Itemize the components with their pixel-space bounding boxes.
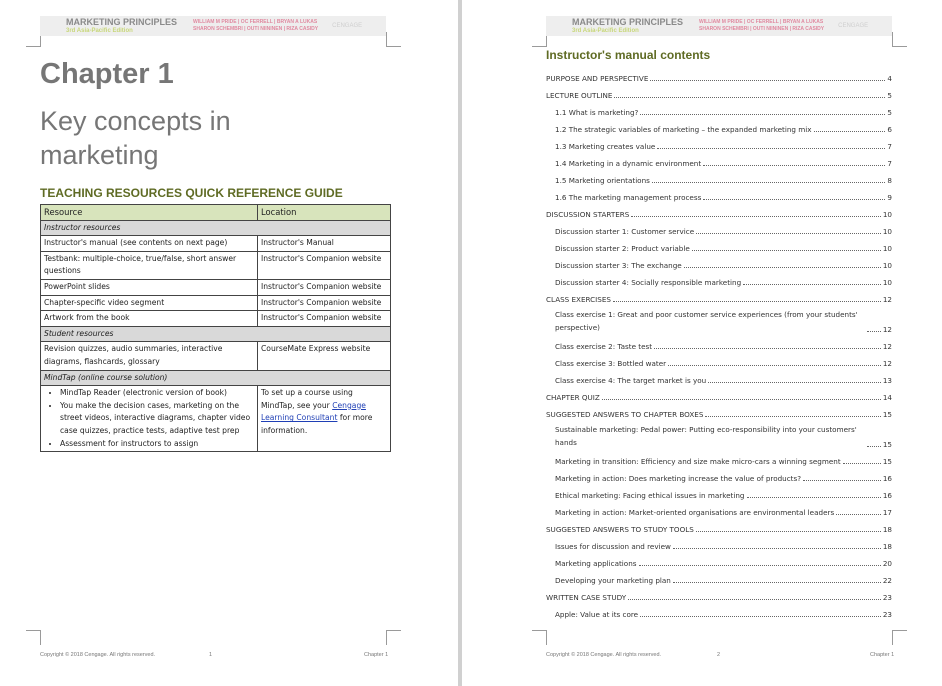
crop-mark xyxy=(892,32,907,47)
toc-page-number: 15 xyxy=(882,440,892,449)
toc-entry[interactable] xyxy=(546,602,892,619)
toc-leader-dots xyxy=(836,514,881,515)
location-cell[interactable]: Instructor's Companion website xyxy=(258,279,391,295)
toc-entry-text: DISCUSSION STARTERS xyxy=(546,210,630,219)
toc-entry[interactable] xyxy=(546,253,892,270)
toc-leader-dots xyxy=(703,165,885,166)
table-row xyxy=(41,342,391,370)
resource-cell[interactable]: PowerPoint slides xyxy=(41,279,258,295)
list-item[interactable]: • MindTap Reader (electronic version of book) xyxy=(60,387,254,400)
toc-entry[interactable] xyxy=(546,568,892,585)
toc-page-number: 12 xyxy=(882,325,892,334)
resource-cell xyxy=(41,386,258,452)
toc-page-number: 23 xyxy=(882,593,892,602)
mindtap-location-text[interactable]: To set up a course using MindTap, see your xyxy=(261,388,353,410)
cengage-consultant-link[interactable]: Cengage Learning Consultant xyxy=(261,400,366,423)
column-header-location[interactable]: Location xyxy=(258,205,391,221)
toc-leader-dots xyxy=(684,267,881,268)
publisher-logo: CENGAGE xyxy=(332,23,363,29)
toc-page-number: 10 xyxy=(882,261,892,270)
footer-copyright: Copyright © 2018 Cengage. All rights reserved. xyxy=(40,652,156,658)
toc-entry[interactable] xyxy=(546,534,892,551)
crop-mark xyxy=(532,32,547,47)
toc-page-number: 17 xyxy=(882,508,892,517)
toc-leader-dots xyxy=(696,233,881,234)
toc-leader-dots xyxy=(657,148,885,149)
table-group-row xyxy=(41,220,391,236)
toc-entry-text: Apple: Value at its core xyxy=(555,610,639,619)
toc-leader-dots xyxy=(602,399,881,400)
toc-leader-dots xyxy=(652,182,886,183)
toc-entry-text: Discussion starter 4: Socially responsible marketing xyxy=(555,278,742,287)
location-cell[interactable]: Instructor's Companion website xyxy=(258,251,391,279)
toc-page-number: 10 xyxy=(882,210,892,219)
location-cell[interactable]: Instructor's Companion website xyxy=(258,311,391,327)
toc-leader-dots xyxy=(673,548,881,549)
toc-page-number: 23 xyxy=(882,610,892,619)
publisher-logo: CENGAGE xyxy=(838,23,869,29)
toc-entry[interactable] xyxy=(546,334,892,351)
toc-page-number: 12 xyxy=(882,342,892,351)
toc-entry-text: Marketing in transition: Efficiency and size make micro-cars a winning segment xyxy=(555,457,841,466)
book-title: MARKETING PRINCIPLES xyxy=(66,17,178,27)
toc-entry-text: Discussion starter 2: Product variable xyxy=(555,244,690,253)
location-cell[interactable]: CourseMate Express website xyxy=(258,342,391,370)
toc-entry[interactable] xyxy=(546,304,892,334)
toc-entry-text: 1.4 Marketing in a dynamic environment xyxy=(555,159,702,168)
toc-entry[interactable] xyxy=(546,287,892,304)
toc-entry[interactable] xyxy=(546,419,892,449)
toc-entry-text: 1.5 Marketing orientations xyxy=(555,176,650,185)
toc-leader-dots xyxy=(743,284,881,285)
toc-page-number: 14 xyxy=(882,393,892,402)
resource-cell[interactable]: Instructor's manual (see contents on next page) xyxy=(41,236,258,252)
toc-entry[interactable] xyxy=(546,236,892,253)
toc-entry[interactable] xyxy=(546,168,892,185)
toc-entry-text: LECTURE OUTLINE xyxy=(546,91,613,100)
toc-entry[interactable] xyxy=(546,385,892,402)
list-item[interactable]: • Assessment for instructors to assign xyxy=(60,438,254,451)
toc-page-number: 5 xyxy=(887,108,892,117)
toc-entry[interactable] xyxy=(546,66,892,83)
group-mindtap[interactable]: MindTap (online course solution) xyxy=(41,370,391,386)
toc-entry-text: Class exercise 4: The target market is you xyxy=(555,376,707,385)
toc-page-number: 13 xyxy=(882,376,892,385)
resources-table xyxy=(40,204,391,452)
footer-chapter: Chapter 1 xyxy=(870,652,895,658)
toc-page-number: 12 xyxy=(882,295,892,304)
toc-leader-dots xyxy=(703,199,885,200)
toc-page-number: 7 xyxy=(887,159,892,168)
toc-entry-text: WRITTEN CASE STUDY xyxy=(546,593,627,602)
resource-cell[interactable]: Revision quizzes, audio summaries, interactive diagrams, flashcards, glossary xyxy=(41,342,258,370)
toc-heading[interactable]: Instructor's manual contents xyxy=(546,48,711,62)
crop-mark xyxy=(26,630,41,645)
toc-page-number: 18 xyxy=(882,525,892,534)
toc-entry-text: Discussion starter 1: Customer service xyxy=(555,227,695,236)
toc-entry[interactable] xyxy=(546,151,892,168)
toc-page-number: 7 xyxy=(887,142,892,151)
location-cell[interactable]: Instructor's Manual xyxy=(258,236,391,252)
toc-entry[interactable] xyxy=(546,351,892,368)
toc-leader-dots xyxy=(867,446,881,447)
toc-entry[interactable] xyxy=(546,100,892,117)
toc-page-number: 16 xyxy=(882,474,892,483)
toc-entry-text: Ethical marketing: Facing ethical issues in marketing xyxy=(555,491,745,500)
table-header-row xyxy=(41,205,391,221)
toc-page-number: 16 xyxy=(882,491,892,500)
location-cell xyxy=(258,386,391,452)
toc-page-number: 5 xyxy=(887,91,892,100)
toc-page-number: 9 xyxy=(887,193,892,202)
toc-entry[interactable] xyxy=(546,500,892,517)
toc-page-number: 12 xyxy=(882,359,892,368)
book-edition: 3rd Asia-Pacific Edition xyxy=(572,28,639,34)
table-group-row xyxy=(41,370,391,386)
toc-entry-text: Class exercise 1: Great and poor customer service experiences (from your students' perspective) xyxy=(555,310,858,332)
toc-entry-text: CHAPTER QUIZ xyxy=(546,393,600,402)
book-authors: WILLIAM M PRIDE | OC FERRELL | BRYAN A LUKAS SHARON SCHEMBRI | OUTI NIININEN | RIZA CASIDY xyxy=(699,19,825,32)
mindtap-list xyxy=(44,387,254,450)
toc-page-number: 4 xyxy=(887,74,892,83)
table-row xyxy=(41,386,391,452)
toc-entry-text: Class exercise 2: Taste test xyxy=(555,342,653,351)
group-student-resources[interactable]: Student resources xyxy=(41,326,391,342)
toc-entry[interactable] xyxy=(546,483,892,500)
toc-page-number: 20 xyxy=(882,559,892,568)
toc-entry-text: 1.1 What is marketing? xyxy=(555,108,639,117)
footer-page-number: 1 xyxy=(209,652,213,658)
toc-page-number: 10 xyxy=(882,278,892,287)
toc-entry[interactable] xyxy=(546,202,892,219)
toc-leader-dots xyxy=(867,331,881,332)
toc-entry-text: Developing your marketing plan xyxy=(555,576,671,585)
toc-leader-dots xyxy=(747,497,881,498)
toc-page-number: 22 xyxy=(882,576,892,585)
toc-leader-dots xyxy=(654,348,881,349)
footer-chapter: Chapter 1 xyxy=(364,652,389,658)
toc-leader-dots xyxy=(640,616,881,617)
toc-leader-dots xyxy=(692,250,881,251)
toc-page-number: 15 xyxy=(882,457,892,466)
crop-mark xyxy=(386,630,401,645)
toc-entry-text: Issues for discussion and review xyxy=(555,542,671,551)
resource-cell[interactable]: Artwork from the book xyxy=(41,311,258,327)
crop-mark xyxy=(892,630,907,645)
toc-entry-text: Sustainable marketing: Pedal power: Putting eco-responsibility into your customers' hands xyxy=(555,425,857,447)
toc-page-number: 6 xyxy=(887,125,892,134)
toc-entry-text: 1.2 The strategic variables of marketing – the expanded marketing mix xyxy=(555,125,812,134)
toc-leader-dots xyxy=(814,131,886,132)
toc-entry[interactable] xyxy=(546,185,892,202)
toc-entry-text: Marketing in action: Does marketing increase the value of products? xyxy=(555,474,802,483)
toc-entry-text: Class exercise 3: Bottled water xyxy=(555,359,667,368)
toc-leader-dots xyxy=(843,463,881,464)
book-authors: WILLIAM M PRIDE | OC FERRELL | BRYAN A LUKAS SHARON SCHEMBRI | OUTI NIININEN | RIZA CASIDY xyxy=(193,19,319,32)
book-title: MARKETING PRINCIPLES xyxy=(572,17,684,27)
toc-entry[interactable] xyxy=(546,134,892,151)
toc-leader-dots xyxy=(639,565,881,566)
toc-page-number: 10 xyxy=(882,227,892,236)
group-instructor-resources[interactable]: Instructor resources xyxy=(41,220,391,236)
toc-leader-dots xyxy=(613,301,881,302)
document-page-2 xyxy=(462,0,942,686)
page-header-banner xyxy=(40,16,386,36)
toc-entry[interactable] xyxy=(546,219,892,236)
toc-leader-dots xyxy=(696,531,881,532)
toc-leader-dots xyxy=(614,97,885,98)
document-page-1 xyxy=(0,0,458,686)
resource-cell[interactable]: Chapter-specific video segment xyxy=(41,295,258,311)
toc-entry[interactable] xyxy=(546,517,892,534)
crop-mark xyxy=(386,32,401,47)
chapter-title[interactable]: Key concepts in marketing xyxy=(40,106,231,170)
toc-page-number: 10 xyxy=(882,244,892,253)
mindtap-location-text[interactable]: for more information. xyxy=(261,413,373,435)
toc-entry-text: SUGGESTED ANSWERS TO CHAPTER BOXES xyxy=(546,410,704,419)
toc-leader-dots xyxy=(803,480,881,481)
toc-entry[interactable] xyxy=(546,402,892,419)
toc-leader-dots xyxy=(708,382,881,383)
toc-page-number: 15 xyxy=(882,410,892,419)
toc-leader-dots xyxy=(628,599,881,600)
toc-entry[interactable] xyxy=(546,449,892,466)
toc-leader-dots xyxy=(668,365,881,366)
crop-mark xyxy=(26,32,41,47)
resource-cell[interactable]: Testbank: multiple-choice, true/false, short answer questions xyxy=(41,251,258,279)
toc-leader-dots xyxy=(673,582,881,583)
book-edition: 3rd Asia-Pacific Edition xyxy=(66,28,133,34)
toc-entry[interactable] xyxy=(546,551,892,568)
table-row xyxy=(41,295,391,311)
toc-entry[interactable] xyxy=(546,83,892,100)
toc-entry-text: Marketing applications xyxy=(555,559,637,568)
toc-entry[interactable] xyxy=(546,368,892,385)
table-row xyxy=(41,251,391,279)
location-cell[interactable]: Instructor's Companion website xyxy=(258,295,391,311)
toc-entry-text: Marketing in action: Market-oriented organisations are environmental leaders xyxy=(555,508,835,517)
toc-page-number: 8 xyxy=(887,176,892,185)
table-group-row xyxy=(41,326,391,342)
toc-entry-text: CLASS EXERCISES xyxy=(546,295,611,304)
toc-entry-text: PURPOSE AND PERSPECTIVE xyxy=(546,74,649,83)
toc-page-number: 18 xyxy=(882,542,892,551)
toc-entry-text: 1.3 Marketing creates value xyxy=(555,142,656,151)
toc-entry[interactable] xyxy=(546,466,892,483)
footer-copyright: Copyright © 2018 Cengage. All rights reserved. xyxy=(546,652,662,658)
table-row xyxy=(41,279,391,295)
page-header-banner xyxy=(546,16,892,36)
toc-entry-text: 1.6 The marketing management process xyxy=(555,193,702,202)
toc-entry[interactable] xyxy=(546,117,892,134)
toc-leader-dots xyxy=(705,416,880,417)
crop-mark xyxy=(532,630,547,645)
chapter-heading[interactable]: Chapter 1 xyxy=(40,58,174,90)
toc-leader-dots xyxy=(650,80,885,81)
quick-reference-heading[interactable]: TEACHING RESOURCES QUICK REFERENCE GUIDE xyxy=(40,186,343,200)
toc-leader-dots xyxy=(631,216,881,217)
toc-entry-text: SUGGESTED ANSWERS TO STUDY TOOLS xyxy=(546,525,694,534)
toc-entry[interactable] xyxy=(546,585,892,602)
column-header-resource[interactable]: Resource xyxy=(41,205,258,221)
toc-entry[interactable] xyxy=(546,270,892,287)
list-item[interactable]: • You make the decision cases, marketing on the street videos, interactive diagrams, chapter video case quizzes, practice tests, adaptive test prep xyxy=(60,400,254,438)
table-row xyxy=(41,236,391,252)
toc-entry-text: Discussion starter 3: The exchange xyxy=(555,261,682,270)
footer-page-number: 2 xyxy=(717,652,721,658)
toc-leader-dots xyxy=(640,114,885,115)
table-of-contents xyxy=(546,66,892,619)
table-row xyxy=(41,311,391,327)
